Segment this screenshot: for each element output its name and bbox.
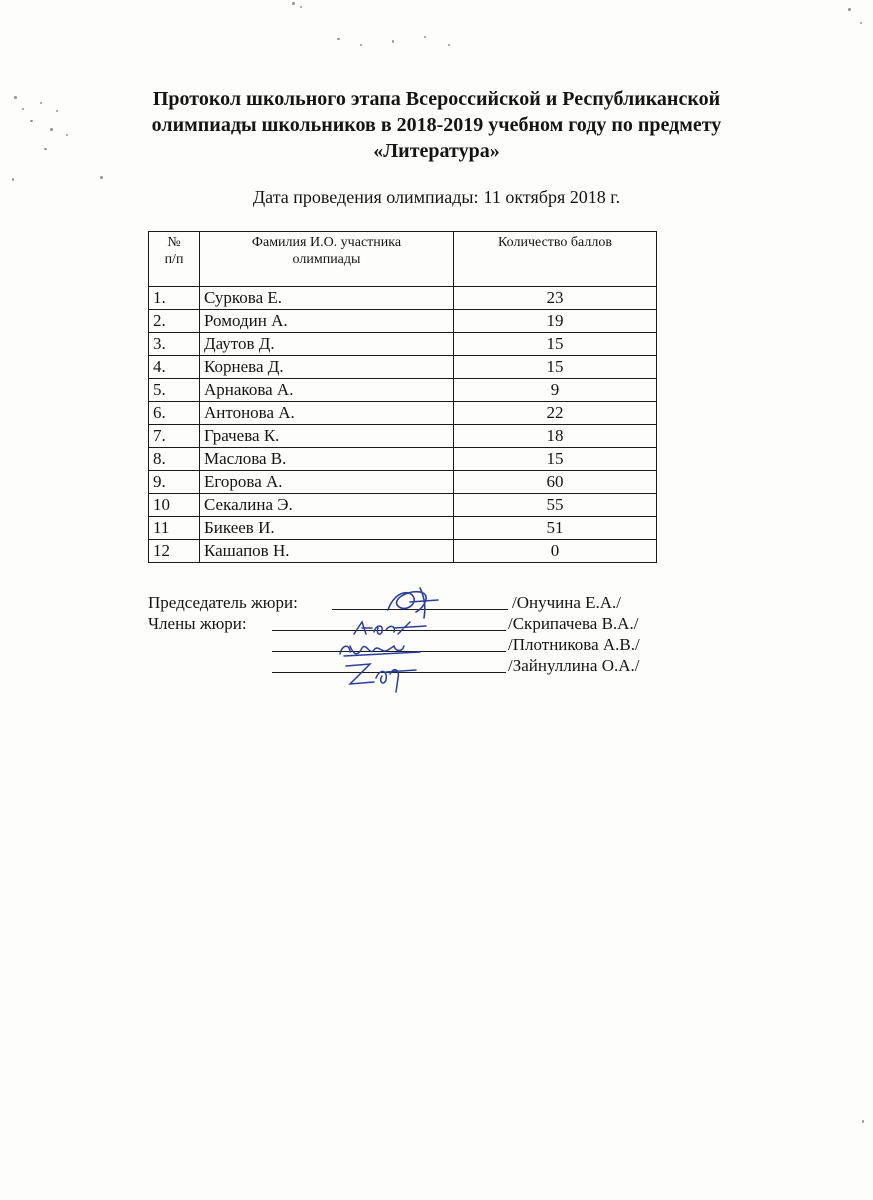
participant-score: 15	[454, 448, 657, 471]
members-label: Члены жюри:	[148, 614, 247, 633]
participant-score: 19	[454, 310, 657, 333]
participant-score: 55	[454, 494, 657, 517]
row-number: 4.	[149, 356, 200, 379]
participant-name: Даутов Д.	[200, 333, 454, 356]
table-row	[149, 333, 657, 356]
header-number-line: п/п	[164, 252, 184, 267]
table-row	[149, 356, 657, 379]
participant-score: 23	[454, 287, 657, 310]
signature-line	[332, 609, 508, 610]
participant-name: Маслова В.	[200, 448, 454, 471]
participant-name: Ромодин А.	[200, 310, 454, 333]
header-name-line: олимпиады	[292, 252, 361, 267]
results-table	[148, 231, 657, 563]
table-row	[149, 494, 657, 517]
participant-name: Суркова Е.	[200, 287, 454, 310]
table-row	[149, 448, 657, 471]
row-number: 3.	[149, 333, 200, 356]
participant-name: Бикеев И.	[200, 517, 454, 540]
participant-score: 9	[454, 379, 657, 402]
header-name-line: Фамилия И.О. участника	[251, 235, 402, 250]
member-name: /Скрипачева В.А./	[508, 614, 639, 633]
member-handwritten-signature	[350, 614, 430, 642]
participant-score: 51	[454, 517, 657, 540]
row-number: 2.	[149, 310, 200, 333]
signature-line	[272, 651, 506, 652]
row-number: 5.	[149, 379, 200, 402]
participant-score: 15	[454, 356, 657, 379]
chair-handwritten-signature	[380, 582, 450, 622]
row-number: 12	[149, 540, 200, 563]
participant-name: Егорова А.	[200, 471, 454, 494]
participant-score: 0	[454, 540, 657, 563]
chair-label: Председатель жюри:	[148, 593, 298, 612]
title-line: «Литература»	[373, 140, 500, 162]
row-number: 6.	[149, 402, 200, 425]
date-value: 11 октября 2018 г.	[483, 187, 621, 207]
olympiad-date	[60, 186, 813, 208]
row-number: 7.	[149, 425, 200, 448]
member-name: /Зайнуллина О.А./	[508, 656, 640, 675]
signature-line	[272, 630, 506, 631]
participant-name: Секалина Э.	[200, 494, 454, 517]
row-number: 11	[149, 517, 200, 540]
table-row	[149, 471, 657, 494]
table-header-row	[149, 232, 657, 287]
participant-name: Грачева К.	[200, 425, 454, 448]
header-name	[200, 232, 454, 287]
table-row	[149, 425, 657, 448]
table-row	[149, 287, 657, 310]
participant-score: 60	[454, 471, 657, 494]
table-row	[149, 379, 657, 402]
participant-name: Кашапов Н.	[200, 540, 454, 563]
row-number: 9.	[149, 471, 200, 494]
participant-score: 15	[454, 333, 657, 356]
row-number: 8.	[149, 448, 200, 471]
table-row	[149, 517, 657, 540]
date-label: Дата проведения олимпиады:	[252, 187, 479, 207]
member-handwritten-signature	[336, 636, 426, 664]
participant-score: 22	[454, 402, 657, 425]
member-name: /Плотникова А.В./	[508, 635, 640, 654]
chair-name: /Онучина Е.А./	[512, 593, 622, 612]
table-row	[149, 540, 657, 563]
row-number: 10	[149, 494, 200, 517]
title-line: олимпиады школьников в 2018-2019 учебном году по предмету	[151, 114, 722, 136]
participant-score: 18	[454, 425, 657, 448]
table-row	[149, 310, 657, 333]
member-handwritten-signature	[340, 656, 420, 696]
header-number-line: №	[167, 235, 181, 250]
participant-name: Антонова А.	[200, 402, 454, 425]
participant-name: Арнакова А.	[200, 379, 454, 402]
table-row	[149, 402, 657, 425]
title-line: Протокол школьного этапа Всероссийской и Республиканской	[152, 88, 721, 110]
header-score: Количество баллов	[454, 232, 657, 287]
signature-line	[272, 672, 506, 673]
row-number: 1.	[149, 287, 200, 310]
protocol-title	[60, 86, 813, 164]
header-number	[149, 232, 200, 287]
participant-name: Корнева Д.	[200, 356, 454, 379]
